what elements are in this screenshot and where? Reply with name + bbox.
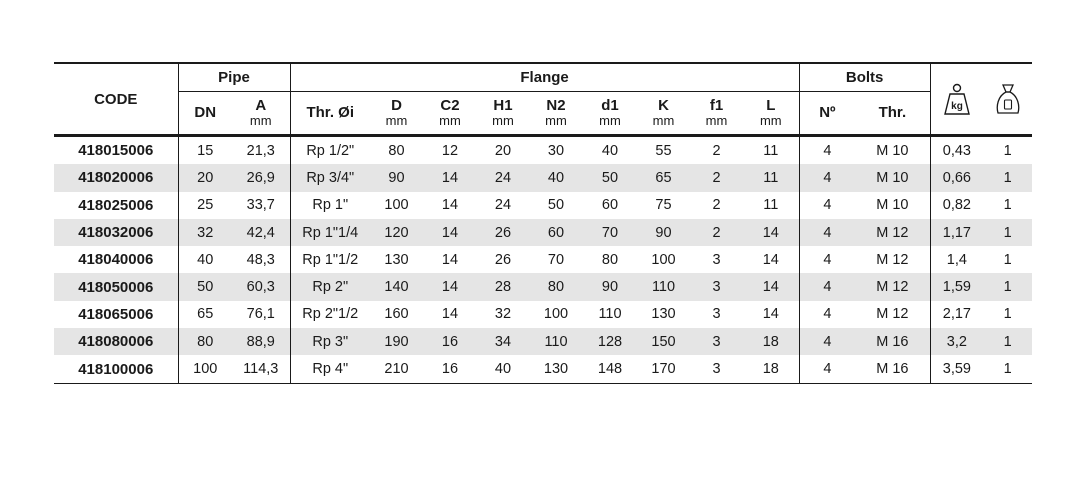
cell-l: 14 xyxy=(762,306,779,323)
cell-d1: 80 xyxy=(601,251,619,268)
cell-quantity: 1 xyxy=(1003,142,1012,159)
cell-f1: 3 xyxy=(690,328,743,355)
cell-c2: 14 xyxy=(423,164,477,191)
cell-h1: 26 xyxy=(477,219,529,246)
cell-f1: 2 xyxy=(712,142,721,159)
cell-dn: 50 xyxy=(178,273,232,300)
col-bolt-thread-header: Thr. xyxy=(855,92,930,136)
col-dn-header: DN xyxy=(178,92,232,136)
cell-d: 210 xyxy=(370,355,423,383)
cell-weight: 2,17 xyxy=(930,301,983,328)
cell-thread: Rp 1"1/4 xyxy=(290,219,370,246)
cell-k: 100 xyxy=(651,251,676,268)
cell-k: 130 xyxy=(651,306,676,323)
cell-dn: 80 xyxy=(178,328,232,355)
cell-code: 418015006 xyxy=(78,142,154,160)
cell-l: 18 xyxy=(743,328,799,355)
cell-bolt-thread: M 16 xyxy=(855,355,930,383)
cell-a: 48,3 xyxy=(246,251,275,268)
flange-spec-table xyxy=(54,62,1032,384)
cell-d: 130 xyxy=(384,251,409,268)
cell-weight: 0,43 xyxy=(930,136,983,165)
cell-h1: 40 xyxy=(477,355,529,383)
cell-weight: 1,59 xyxy=(930,273,983,300)
cell-code: 418065006 xyxy=(78,305,154,323)
cell-bolt-count: 4 xyxy=(799,355,855,383)
cell-weight: 3,59 xyxy=(930,355,983,383)
col-l-header: L mm xyxy=(743,92,799,136)
cell-d: 160 xyxy=(384,306,409,323)
package-bag-icon xyxy=(994,82,1022,116)
cell-thread: Rp 3" xyxy=(290,328,370,355)
cell-h1: 34 xyxy=(477,328,529,355)
cell-bolt-count: 4 xyxy=(799,273,855,300)
cell-weight: 0,66 xyxy=(930,164,983,191)
cell-a: 114,3 xyxy=(232,355,290,383)
table-body xyxy=(54,136,1032,384)
cell-quantity: 1 xyxy=(983,273,1032,300)
col-h1-header: H1 mm xyxy=(477,92,529,136)
cell-k: 90 xyxy=(637,219,690,246)
weight-kg-icon xyxy=(943,82,971,116)
cell-l: 11 xyxy=(763,197,779,214)
cell-l: 14 xyxy=(743,219,799,246)
cell-n2: 30 xyxy=(547,142,565,159)
col-n2-header: N2 mm xyxy=(529,92,583,136)
cell-quantity: 1 xyxy=(983,219,1032,246)
cell-quantity: 1 xyxy=(983,355,1032,383)
cell-dn: 65 xyxy=(178,301,232,328)
cell-h1: 32 xyxy=(494,306,512,323)
weight-icon-label: kg xyxy=(951,101,963,112)
cell-n2: 130 xyxy=(529,355,583,383)
cell-l: 14 xyxy=(762,251,779,268)
cell-n2: 50 xyxy=(547,197,565,214)
cell-a: 21,3 xyxy=(246,142,275,159)
cell-c2: 14 xyxy=(423,273,477,300)
cell-weight: 1,17 xyxy=(930,219,983,246)
table-row xyxy=(54,355,1032,383)
cell-l: 14 xyxy=(743,273,799,300)
cell-f1: 2 xyxy=(690,219,743,246)
table-row xyxy=(54,273,1032,300)
cell-d1: 60 xyxy=(601,197,619,214)
cell-dn: 32 xyxy=(178,219,232,246)
cell-a: 42,4 xyxy=(232,219,290,246)
cell-bolt-count: 4 xyxy=(799,192,855,219)
cell-bolt-count: 4 xyxy=(799,328,855,355)
cell-d1: 90 xyxy=(583,273,637,300)
col-d1-header: d1 mm xyxy=(583,92,637,136)
cell-n2: 60 xyxy=(529,219,583,246)
cell-h1: 28 xyxy=(477,273,529,300)
cell-d: 90 xyxy=(370,164,423,191)
cell-c2: 12 xyxy=(441,142,459,159)
cell-f1: 3 xyxy=(690,273,743,300)
cell-f1: 2 xyxy=(690,164,743,191)
weight-header xyxy=(930,63,983,136)
cell-dn: 100 xyxy=(178,355,232,383)
cell-k: 150 xyxy=(637,328,690,355)
cell-thread: Rp 2" xyxy=(290,273,370,300)
cell-quantity: 1 xyxy=(1003,251,1012,268)
cell-d1: 70 xyxy=(583,219,637,246)
cell-dn: 20 xyxy=(178,164,232,191)
cell-dn: 15 xyxy=(178,136,232,165)
cell-d: 100 xyxy=(384,197,409,214)
col-thread-header: Thr. Øi xyxy=(290,92,370,136)
cell-dn: 25 xyxy=(178,192,232,219)
cell-thread: Rp 1" xyxy=(290,192,370,219)
package-header xyxy=(983,63,1032,136)
cell-weight: 3,2 xyxy=(930,328,983,355)
cell-code: 418020006 xyxy=(54,164,178,191)
cell-bolt-thread: M 12 xyxy=(855,219,930,246)
cell-thread: Rp 1/2" xyxy=(290,136,370,165)
cell-a: 88,9 xyxy=(232,328,290,355)
cell-d: 190 xyxy=(370,328,423,355)
cell-thread: Rp 1"1/2 xyxy=(290,246,370,273)
cell-bolt-thread: M 12 xyxy=(876,251,909,268)
cell-bolt-count: 4 xyxy=(799,301,855,328)
cell-a: 26,9 xyxy=(232,164,290,191)
cell-d1: 50 xyxy=(583,164,637,191)
cell-h1: 26 xyxy=(494,251,512,268)
cell-d: 140 xyxy=(370,273,423,300)
table-row xyxy=(54,301,1032,328)
cell-f1: 2 xyxy=(712,197,721,214)
col-d-header: D mm xyxy=(370,92,423,136)
cell-d1: 110 xyxy=(598,306,622,323)
cell-l: 11 xyxy=(743,164,799,191)
cell-dn: 40 xyxy=(178,246,232,273)
table-row xyxy=(54,192,1032,219)
cell-code: 418080006 xyxy=(54,328,178,355)
cell-code: 418025006 xyxy=(78,196,154,214)
bolts-group-header: Bolts xyxy=(799,63,930,92)
cell-k: 170 xyxy=(637,355,690,383)
cell-bolt-thread: M 12 xyxy=(876,306,909,323)
cell-code: 418040006 xyxy=(78,251,154,269)
cell-l: 18 xyxy=(743,355,799,383)
cell-bolt-count: 4 xyxy=(799,164,855,191)
cell-d: 120 xyxy=(370,219,423,246)
table-row xyxy=(54,246,1032,273)
table-row xyxy=(54,328,1032,355)
cell-bolt-count: 4 xyxy=(799,219,855,246)
cell-bolt-thread: M 10 xyxy=(876,142,909,159)
table-row xyxy=(54,136,1032,165)
code-header: CODE xyxy=(54,63,178,136)
cell-d: 80 xyxy=(388,142,405,159)
cell-n2: 100 xyxy=(543,306,569,323)
cell-bolt-count: 4 xyxy=(799,246,855,273)
cell-code: 418100006 xyxy=(54,355,178,383)
cell-l: 11 xyxy=(763,142,779,159)
cell-a: 33,7 xyxy=(246,197,275,214)
cell-c2: 14 xyxy=(441,251,459,268)
cell-n2: 70 xyxy=(547,251,565,268)
cell-n2: 110 xyxy=(529,328,583,355)
cell-bolt-thread: M 16 xyxy=(855,328,930,355)
cell-h1: 24 xyxy=(477,164,529,191)
cell-d1: 148 xyxy=(583,355,637,383)
cell-thread: Rp 4" xyxy=(290,355,370,383)
cell-bolt-thread: M 10 xyxy=(855,164,930,191)
cell-d1: 128 xyxy=(583,328,637,355)
flange-group-header: Flange xyxy=(290,63,799,92)
cell-quantity: 1 xyxy=(1003,306,1012,323)
col-k-header: K mm xyxy=(637,92,690,136)
cell-bolt-count: 4 xyxy=(799,136,855,165)
table-row xyxy=(54,164,1032,191)
col-bolt-count-header: Nº xyxy=(799,92,855,136)
cell-quantity: 1 xyxy=(983,164,1032,191)
cell-h1: 20 xyxy=(494,142,512,159)
cell-c2: 14 xyxy=(441,306,459,323)
cell-quantity: 1 xyxy=(1003,197,1012,214)
cell-c2: 14 xyxy=(423,219,477,246)
cell-thread: Rp 2"1/2 xyxy=(290,301,370,328)
cell-f1: 3 xyxy=(690,355,743,383)
cell-a: 60,3 xyxy=(232,273,290,300)
cell-code: 418032006 xyxy=(54,219,178,246)
col-a-header: A mm xyxy=(232,92,290,136)
cell-f1: 3 xyxy=(712,306,721,323)
col-f1-header: f1 mm xyxy=(690,92,743,136)
cell-k: 55 xyxy=(655,142,672,159)
cell-c2: 16 xyxy=(423,328,477,355)
pipe-group-header: Pipe xyxy=(178,63,290,92)
cell-h1: 24 xyxy=(494,197,512,214)
col-c2-header: C2 mm xyxy=(423,92,477,136)
cell-c2: 14 xyxy=(441,197,459,214)
cell-quantity: 1 xyxy=(983,328,1032,355)
cell-k: 65 xyxy=(637,164,690,191)
cell-bolt-thread: M 10 xyxy=(876,197,909,214)
cell-code: 418050006 xyxy=(54,273,178,300)
table-row xyxy=(54,219,1032,246)
cell-weight: 0,82 xyxy=(930,192,983,219)
cell-k: 110 xyxy=(637,273,690,300)
cell-thread: Rp 3/4" xyxy=(290,164,370,191)
cell-f1: 3 xyxy=(712,251,721,268)
cell-n2: 80 xyxy=(529,273,583,300)
cell-weight: 1,4 xyxy=(930,246,983,273)
cell-a: 76,1 xyxy=(246,306,275,323)
cell-bolt-thread: M 12 xyxy=(855,273,930,300)
cell-c2: 16 xyxy=(423,355,477,383)
cell-k: 75 xyxy=(655,197,672,214)
cell-d1: 40 xyxy=(601,142,619,159)
cell-n2: 40 xyxy=(529,164,583,191)
